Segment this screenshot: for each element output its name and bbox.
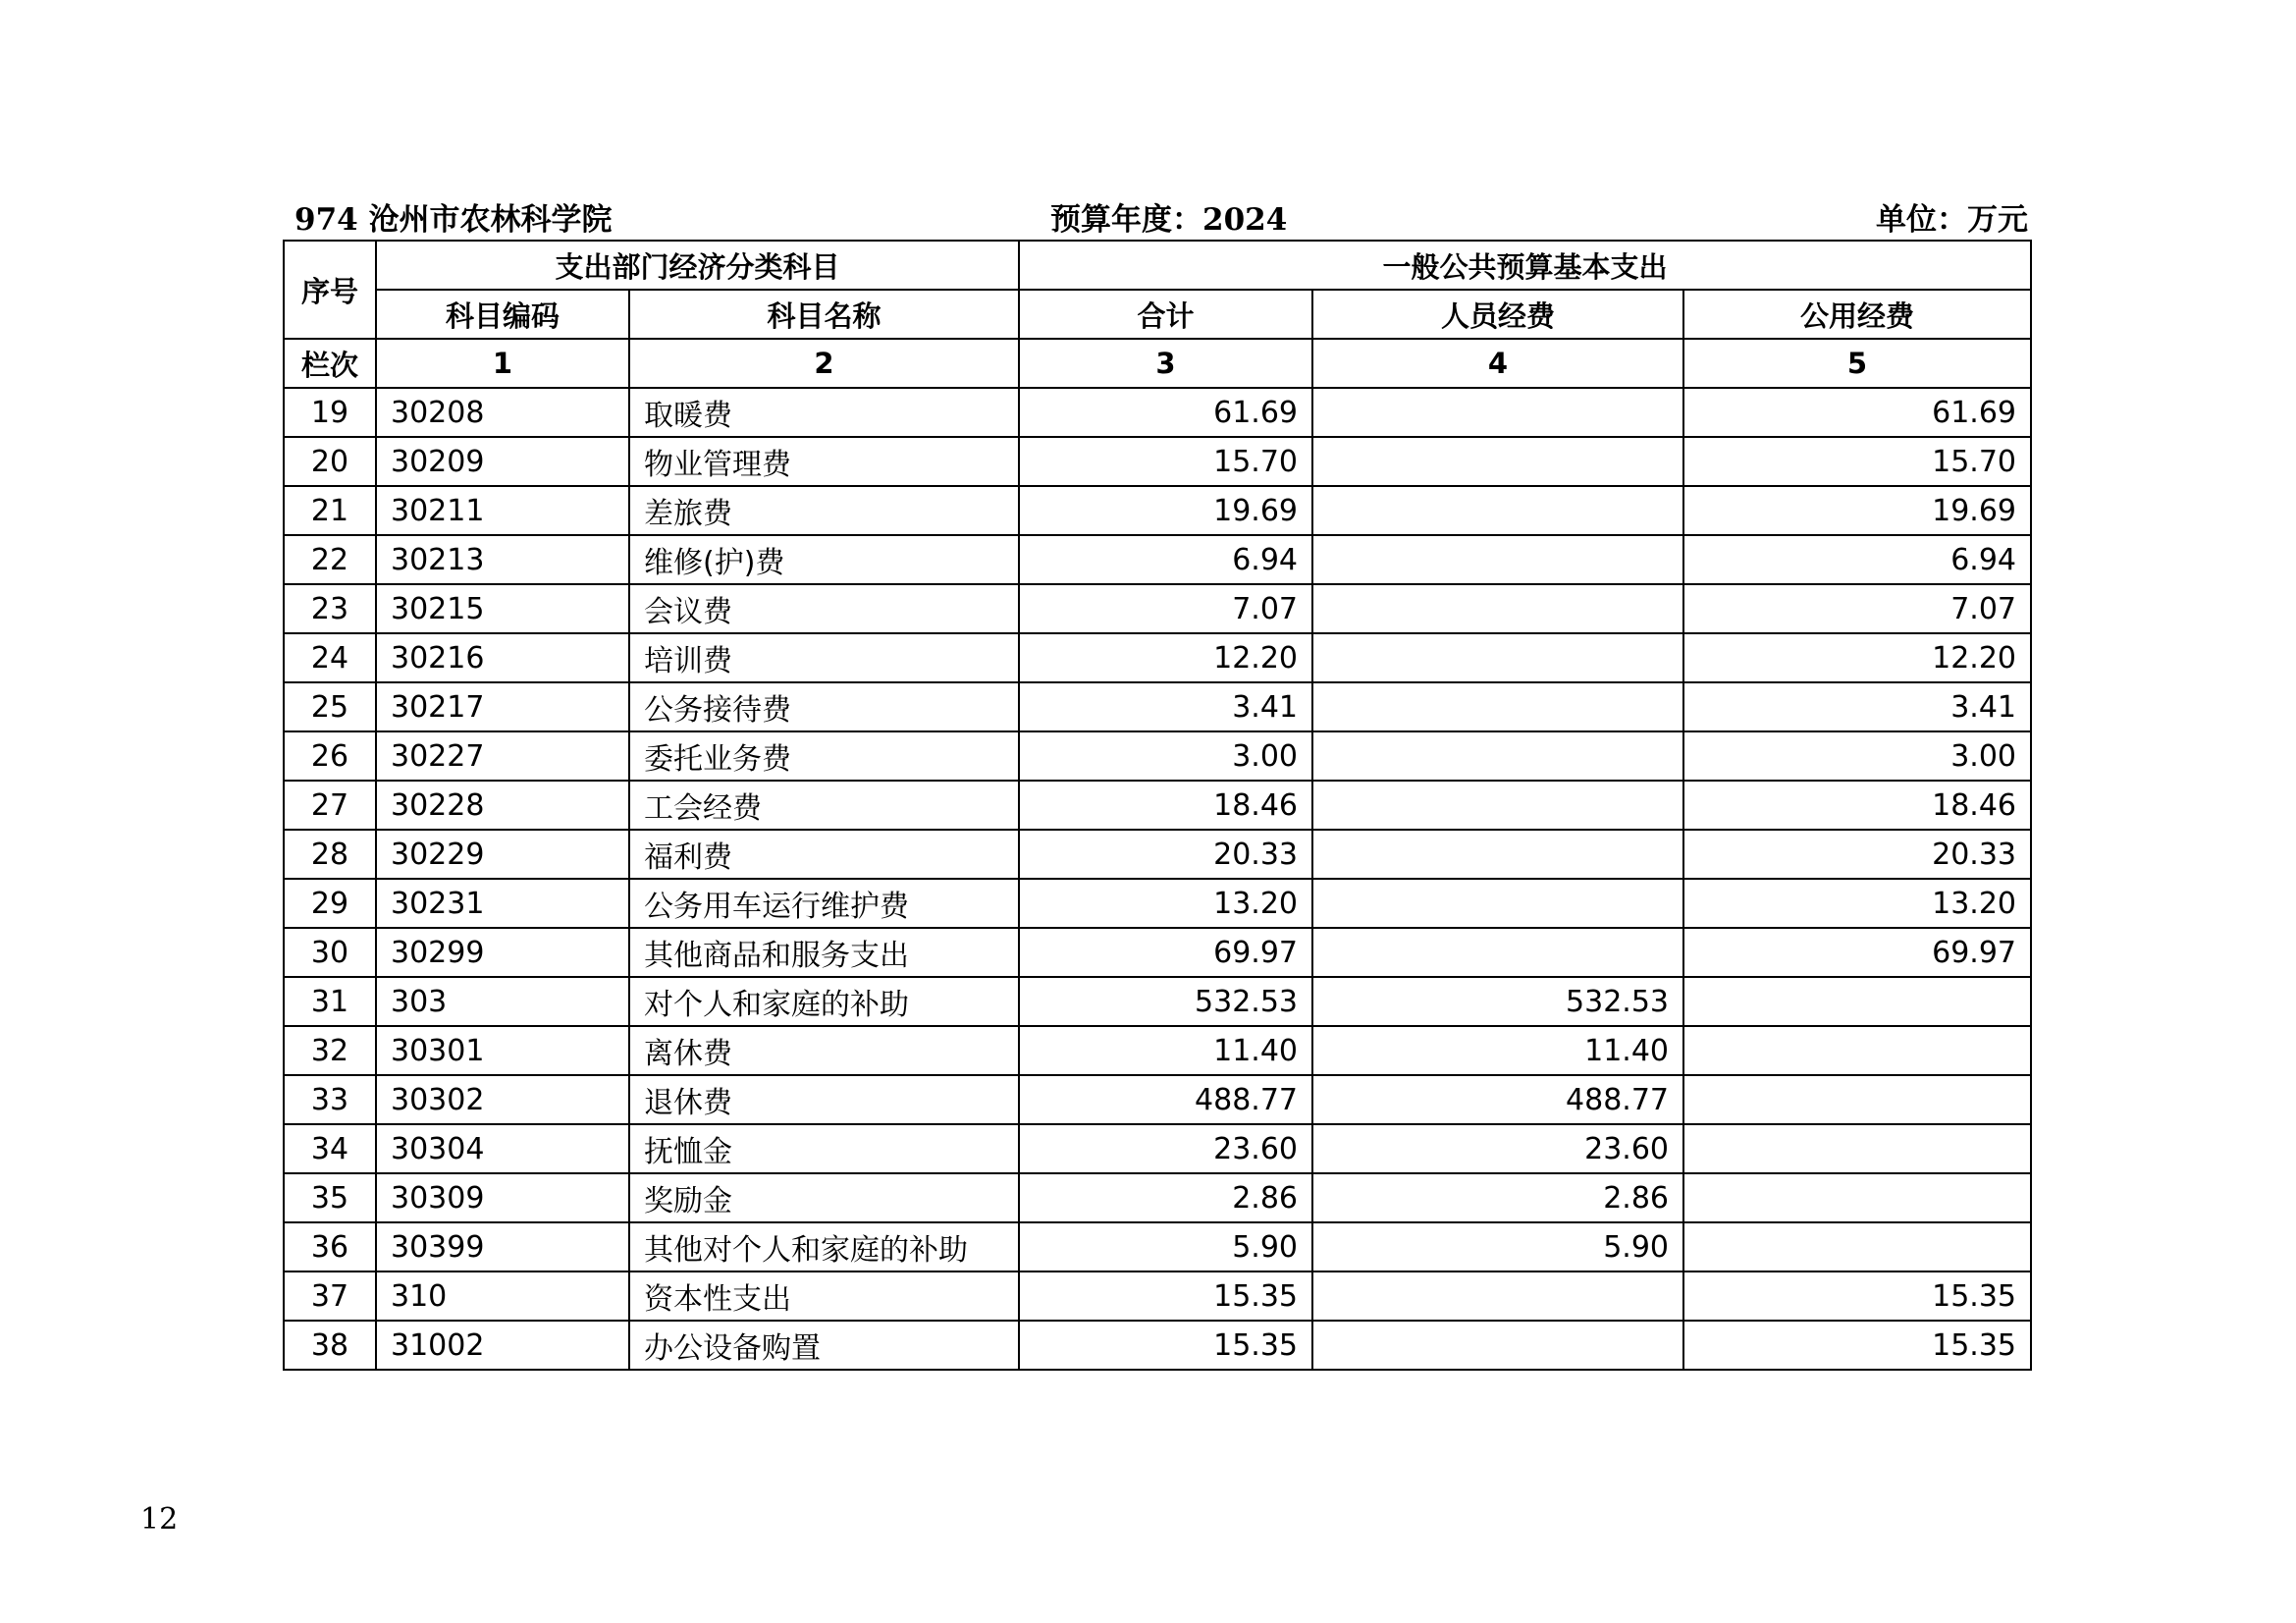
col-header-personnel: 人员经费 (1312, 290, 1683, 339)
cell-public: 15.35 (1683, 1321, 2031, 1370)
cell-total: 23.60 (1019, 1124, 1312, 1173)
cell-name: 会议费 (629, 584, 1019, 633)
cell-total: 20.33 (1019, 830, 1312, 879)
cell-public: 12.20 (1683, 633, 2031, 682)
cell-total: 6.94 (1019, 535, 1312, 584)
table-row (284, 879, 2031, 928)
table-row (284, 584, 2031, 633)
table-row (284, 977, 2031, 1026)
header-row-1 (284, 241, 2031, 290)
cell-total: 15.35 (1019, 1271, 1312, 1321)
cell-code: 30228 (376, 781, 629, 830)
cell-public (1683, 977, 2031, 1026)
cell-seq: 30 (284, 928, 376, 977)
cell-public (1683, 1075, 2031, 1124)
cell-personnel: 488.77 (1312, 1075, 1683, 1124)
cell-personnel: 532.53 (1312, 977, 1683, 1026)
cell-total: 3.00 (1019, 731, 1312, 781)
cell-public: 3.00 (1683, 731, 2031, 781)
cell-seq: 32 (284, 1026, 376, 1075)
cell-name: 抚恤金 (629, 1124, 1019, 1173)
cell-personnel (1312, 437, 1683, 486)
cell-code: 30215 (376, 584, 629, 633)
cell-total: 532.53 (1019, 977, 1312, 1026)
cell-public: 20.33 (1683, 830, 2031, 879)
table-row (284, 1222, 2031, 1271)
cell-code: 31002 (376, 1321, 629, 1370)
cell-public (1683, 1124, 2031, 1173)
cell-personnel (1312, 731, 1683, 781)
col-header-total: 合计 (1019, 290, 1312, 339)
cell-public: 15.70 (1683, 437, 2031, 486)
cell-code: 30309 (376, 1173, 629, 1222)
cell-code: 30217 (376, 682, 629, 731)
cell-public (1683, 1026, 2031, 1075)
cell-personnel (1312, 388, 1683, 437)
cell-name: 培训费 (629, 633, 1019, 682)
cell-seq: 37 (284, 1271, 376, 1321)
cell-code: 30227 (376, 731, 629, 781)
cell-seq: 31 (284, 977, 376, 1026)
cell-seq: 33 (284, 1075, 376, 1124)
cell-personnel: 2.86 (1312, 1173, 1683, 1222)
cell-total: 69.97 (1019, 928, 1312, 977)
unit-label: 单位：万元 (1876, 202, 2028, 238)
cell-personnel (1312, 879, 1683, 928)
table-row (284, 1321, 2031, 1370)
cell-public: 61.69 (1683, 388, 2031, 437)
cell-personnel (1312, 1271, 1683, 1321)
cell-name: 公务接待费 (629, 682, 1019, 731)
cell-seq: 24 (284, 633, 376, 682)
cell-name: 福利费 (629, 830, 1019, 879)
cell-name: 资本性支出 (629, 1271, 1019, 1321)
cell-name: 公务用车运行维护费 (629, 879, 1019, 928)
cell-seq: 21 (284, 486, 376, 535)
table-row (284, 633, 2031, 682)
cell-public: 3.41 (1683, 682, 2031, 731)
cell-total: 2.86 (1019, 1173, 1312, 1222)
cell-public: 18.46 (1683, 781, 2031, 830)
cell-total: 19.69 (1019, 486, 1312, 535)
cell-code: 30229 (376, 830, 629, 879)
cell-seq: 19 (284, 388, 376, 437)
cell-name: 物业管理费 (629, 437, 1019, 486)
table-row (284, 682, 2031, 731)
cell-seq: 26 (284, 731, 376, 781)
cell-personnel (1312, 928, 1683, 977)
table-row (284, 486, 2031, 535)
cell-seq: 22 (284, 535, 376, 584)
table-row (284, 1075, 2031, 1124)
col-index-5: 5 (1683, 339, 2031, 388)
col-header-name: 科目名称 (629, 290, 1019, 339)
table-row (284, 535, 2031, 584)
cell-public: 7.07 (1683, 584, 2031, 633)
cell-seq: 25 (284, 682, 376, 731)
cell-total: 7.07 (1019, 584, 1312, 633)
cell-code: 30208 (376, 388, 629, 437)
table-row (284, 1124, 2031, 1173)
table-row (284, 1026, 2031, 1075)
cell-public: 19.69 (1683, 486, 2031, 535)
cell-code: 30301 (376, 1026, 629, 1075)
table-row (284, 1173, 2031, 1222)
cell-public: 6.94 (1683, 535, 2031, 584)
cell-seq: 38 (284, 1321, 376, 1370)
cell-code: 30213 (376, 535, 629, 584)
cell-public: 15.35 (1683, 1271, 2031, 1321)
cell-total: 15.70 (1019, 437, 1312, 486)
cell-seq: 29 (284, 879, 376, 928)
col-index-2: 2 (629, 339, 1019, 388)
cell-name: 奖励金 (629, 1173, 1019, 1222)
cell-personnel: 11.40 (1312, 1026, 1683, 1075)
cell-code: 310 (376, 1271, 629, 1321)
cell-name: 其他商品和服务支出 (629, 928, 1019, 977)
table-row (284, 437, 2031, 486)
group-header-budget: 一般公共预算基本支出 (1019, 241, 2031, 290)
cell-code: 30304 (376, 1124, 629, 1173)
table-caption (294, 185, 2028, 240)
cell-name: 维修(护)费 (629, 535, 1019, 584)
cell-personnel (1312, 1321, 1683, 1370)
col-header-seq: 序号 (284, 241, 376, 339)
header-row-2 (284, 290, 2031, 339)
table-row (284, 928, 2031, 977)
cell-code: 30211 (376, 486, 629, 535)
col-index-3: 3 (1019, 339, 1312, 388)
cell-total: 18.46 (1019, 781, 1312, 830)
cell-total: 488.77 (1019, 1075, 1312, 1124)
cell-code: 30299 (376, 928, 629, 977)
col-index-1: 1 (376, 339, 629, 388)
cell-name: 办公设备购置 (629, 1321, 1019, 1370)
col-header-public: 公用经费 (1683, 290, 2031, 339)
cell-name: 委托业务费 (629, 731, 1019, 781)
cell-personnel: 23.60 (1312, 1124, 1683, 1173)
cell-seq: 34 (284, 1124, 376, 1173)
cell-code: 30302 (376, 1075, 629, 1124)
col-header-code: 科目编码 (376, 290, 629, 339)
cell-total: 11.40 (1019, 1026, 1312, 1075)
cell-total: 61.69 (1019, 388, 1312, 437)
cell-total: 13.20 (1019, 879, 1312, 928)
row-label-index: 栏次 (284, 339, 376, 388)
cell-total: 3.41 (1019, 682, 1312, 731)
cell-seq: 35 (284, 1173, 376, 1222)
table-row (284, 830, 2031, 879)
budget-year: 预算年度：2024 (1050, 202, 1288, 238)
cell-name: 对个人和家庭的补助 (629, 977, 1019, 1026)
table-body (284, 388, 2031, 1370)
cell-seq: 27 (284, 781, 376, 830)
table-row (284, 731, 2031, 781)
page-number: 12 (140, 1502, 179, 1537)
cell-personnel (1312, 584, 1683, 633)
cell-personnel: 5.90 (1312, 1222, 1683, 1271)
cell-personnel (1312, 633, 1683, 682)
department-name: 974 沧州市农林科学院 (294, 202, 613, 238)
table-row (284, 781, 2031, 830)
cell-total: 15.35 (1019, 1321, 1312, 1370)
cell-code: 30216 (376, 633, 629, 682)
cell-personnel (1312, 781, 1683, 830)
cell-personnel (1312, 486, 1683, 535)
cell-public: 13.20 (1683, 879, 2031, 928)
table-row (284, 388, 2031, 437)
cell-seq: 23 (284, 584, 376, 633)
cell-name: 差旅费 (629, 486, 1019, 535)
cell-total: 12.20 (1019, 633, 1312, 682)
cell-public: 69.97 (1683, 928, 2031, 977)
cell-personnel (1312, 535, 1683, 584)
cell-code: 30209 (376, 437, 629, 486)
cell-seq: 28 (284, 830, 376, 879)
cell-personnel (1312, 830, 1683, 879)
group-header-category: 支出部门经济分类科目 (376, 241, 1019, 290)
col-index-4: 4 (1312, 339, 1683, 388)
cell-code: 30231 (376, 879, 629, 928)
cell-seq: 20 (284, 437, 376, 486)
cell-name: 工会经费 (629, 781, 1019, 830)
cell-code: 303 (376, 977, 629, 1026)
cell-code: 30399 (376, 1222, 629, 1271)
cell-name: 退休费 (629, 1075, 1019, 1124)
cell-name: 离休费 (629, 1026, 1019, 1075)
cell-seq: 36 (284, 1222, 376, 1271)
budget-table (283, 240, 2032, 1371)
cell-personnel (1312, 682, 1683, 731)
cell-public (1683, 1173, 2031, 1222)
cell-name: 其他对个人和家庭的补助 (629, 1222, 1019, 1271)
column-index-row (284, 339, 2031, 388)
cell-name: 取暖费 (629, 388, 1019, 437)
cell-total: 5.90 (1019, 1222, 1312, 1271)
cell-public (1683, 1222, 2031, 1271)
table-row (284, 1271, 2031, 1321)
